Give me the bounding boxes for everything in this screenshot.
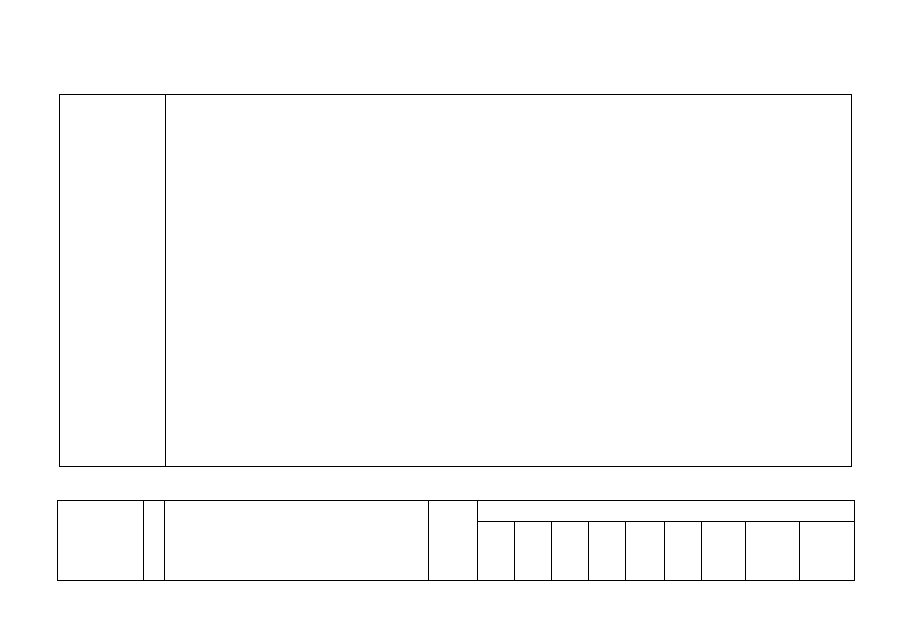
header-year [800,522,855,581]
header-year [552,522,589,581]
header-year [515,522,552,581]
header-values [478,501,855,522]
indicators-table [59,94,852,467]
header-year [589,522,626,581]
indicators-label-cell [60,95,166,466]
header-number [144,501,165,581]
header-year [665,522,702,581]
header-indicators [58,501,144,581]
header-indicator-name [165,501,429,581]
header-year [746,522,800,581]
subprogram-indicators-table [57,500,855,581]
header-year [478,522,515,581]
header-year [702,522,746,581]
header-year [626,522,665,581]
header-unit [429,501,478,581]
